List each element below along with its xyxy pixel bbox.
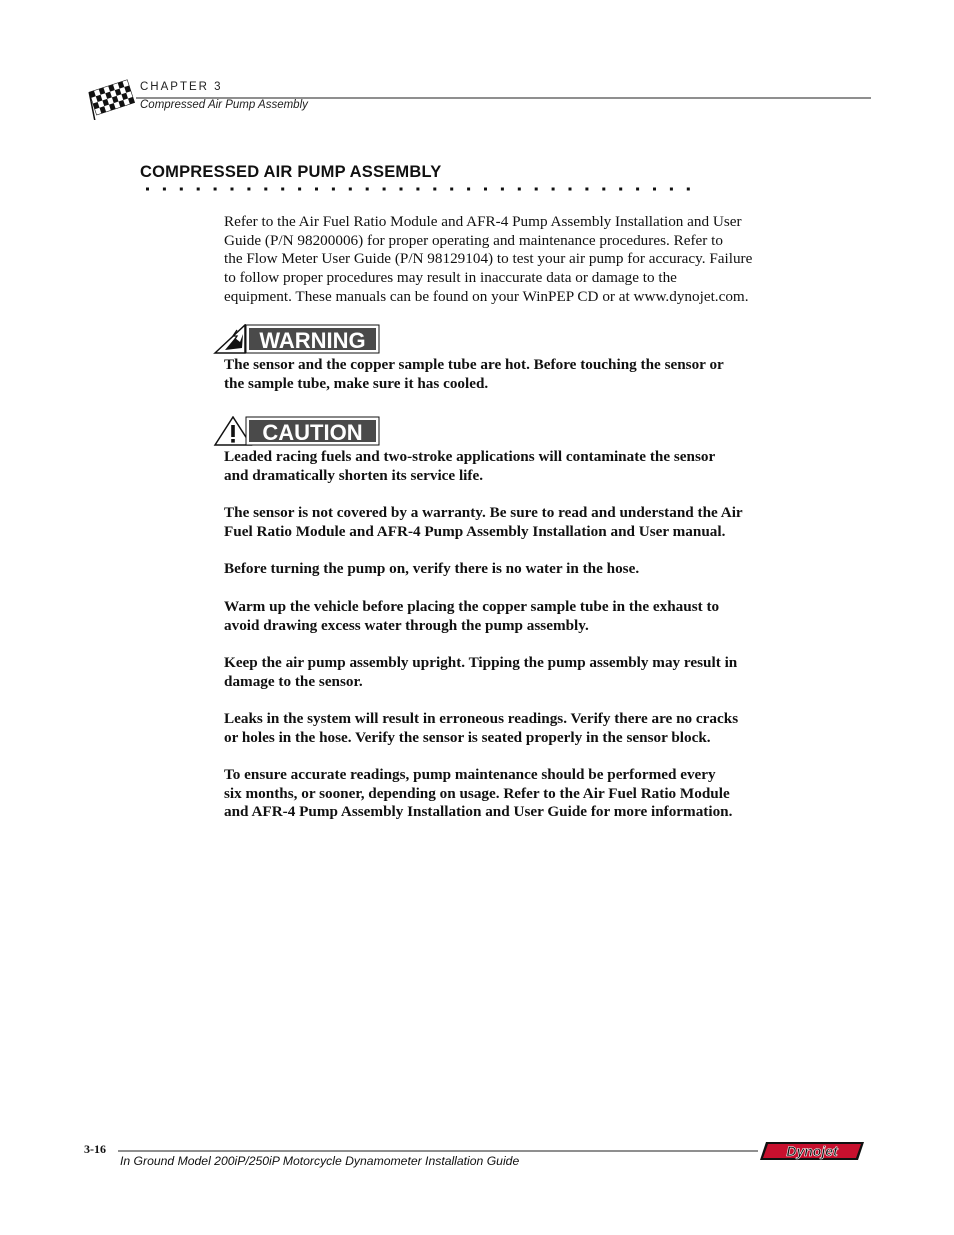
section-title: COMPRESSED AIR PUMP ASSEMBLY: [140, 163, 442, 181]
intro-line: Guide (P/N 98200006) for proper operating and maintenance procedures. Refer to: [224, 231, 723, 249]
exclamation-triangle-icon: [231, 425, 235, 443]
caution-line: damage to the sensor.: [224, 672, 363, 690]
intro-paragraph: [224, 213, 824, 307]
warning-badge-label: WARNING: [259, 328, 366, 353]
caution-line: and AFR-4 Pump Assembly Installation and User Guide for more information.: [224, 803, 733, 821]
warning-line: the sample tube, make sure it has cooled.: [224, 374, 489, 392]
title-dot: [619, 188, 622, 191]
intro-line: to follow proper procedures may result in inaccurate data or damage to the: [224, 269, 677, 287]
title-dot: [535, 188, 538, 191]
title-dot: [366, 188, 369, 191]
title-dot: [146, 188, 149, 191]
title-dot: [653, 188, 656, 191]
title-dot: [433, 188, 436, 191]
title-dot: [247, 188, 250, 191]
caution-line: The sensor is not covered by a warranty. Be sure to read and understand the Air: [224, 504, 743, 521]
title-dot: [400, 188, 403, 191]
title-dot: [687, 188, 690, 191]
caution-line: Keep the air pump assembly upright. Tipping the pump assembly may result in: [224, 654, 738, 671]
title-dot: [552, 188, 555, 191]
caution-line: or holes in the hose. Verify the sensor is seated properly in the sensor block.: [224, 728, 711, 746]
title-dot: [518, 188, 521, 191]
warning-message: [224, 356, 824, 393]
caution-line: Fuel Ratio Module and AFR-4 Pump Assembly Installation and User manual.: [224, 522, 726, 540]
title-dot: [264, 188, 267, 191]
title-dot: [315, 188, 318, 191]
title-dot: [501, 188, 504, 191]
title-dot: [416, 188, 419, 191]
title-dot: [163, 188, 166, 191]
caution-line: avoid drawing excess water through the pump assembly.: [224, 616, 589, 634]
title-dot: [636, 188, 639, 191]
title-dot: [383, 188, 386, 191]
caution-line: and dramatically shorten its service life.: [224, 466, 483, 484]
title-dot: [670, 188, 673, 191]
caution-line: Warm up the vehicle before placing the copper sample tube in the exhaust to: [224, 598, 720, 615]
caution-badge: [213, 416, 381, 446]
caution-paragraph: [224, 448, 824, 485]
checkered-flag-logo: [84, 76, 136, 120]
caution-line: Leaded racing fuels and two-stroke applications will contaminate the sensor: [224, 448, 716, 465]
title-dot: [298, 188, 301, 191]
caution-line: Before turning the pump on, verify there is no water in the hose.: [224, 560, 640, 577]
title-dot: [450, 188, 453, 191]
caution-badge-label: CAUTION: [262, 420, 363, 445]
caution-paragraph: [224, 710, 824, 747]
caution-line: To ensure accurate readings, pump maintenance should be performed every: [224, 766, 716, 783]
footer-rule: [118, 1150, 758, 1152]
intro-line: the Flow Meter User Guide (P/N 98129104) to test your air pump for accuracy. Failure: [224, 250, 753, 268]
title-dot: [332, 188, 335, 191]
title-dot: [349, 188, 352, 191]
title-dotted-rule: [146, 185, 691, 193]
header-subtitle: Compressed Air Pump Assembly: [140, 99, 308, 111]
caution-paragraph: [224, 560, 824, 579]
footer-title: In Ground Model 200iP/250iP Motorcycle Dynamometer Installation Guide: [120, 1154, 520, 1168]
title-dot: [569, 188, 572, 191]
chapter-label: CHAPTER 3: [140, 81, 223, 93]
title-dot: [484, 188, 487, 191]
intro-line: Refer to the Air Fuel Ratio Module and AFR-4 Pump Assembly Installation and User: [224, 213, 742, 230]
caution-paragraph: [224, 598, 824, 635]
title-dot: [602, 188, 605, 191]
title-dot: [180, 188, 183, 191]
warning-badge: [213, 324, 381, 354]
title-dot: [214, 188, 217, 191]
title-dot: [197, 188, 200, 191]
caution-paragraph: [224, 654, 824, 691]
caution-paragraph: [224, 766, 824, 822]
caution-paragraph: [224, 504, 824, 541]
caution-line: six months, or sooner, depending on usage. Refer to the Air Fuel Ratio Module: [224, 784, 730, 802]
title-dot: [467, 188, 470, 191]
page-number: 3-16: [84, 1142, 106, 1156]
warning-line: The sensor and the copper sample tube are hot. Before touching the sensor or: [224, 356, 724, 373]
dynojet-logo-text: Dynojet: [786, 1143, 838, 1159]
dynojet-logo: [760, 1140, 866, 1162]
title-dot: [281, 188, 284, 191]
title-dot: [585, 188, 588, 191]
intro-line: equipment. These manuals can be found on your WinPEP CD or at www.dynojet.com.: [224, 287, 749, 305]
title-dot: [231, 188, 234, 191]
caution-line: Leaks in the system will result in erroneous readings. Verify there are no cracks: [224, 710, 739, 727]
